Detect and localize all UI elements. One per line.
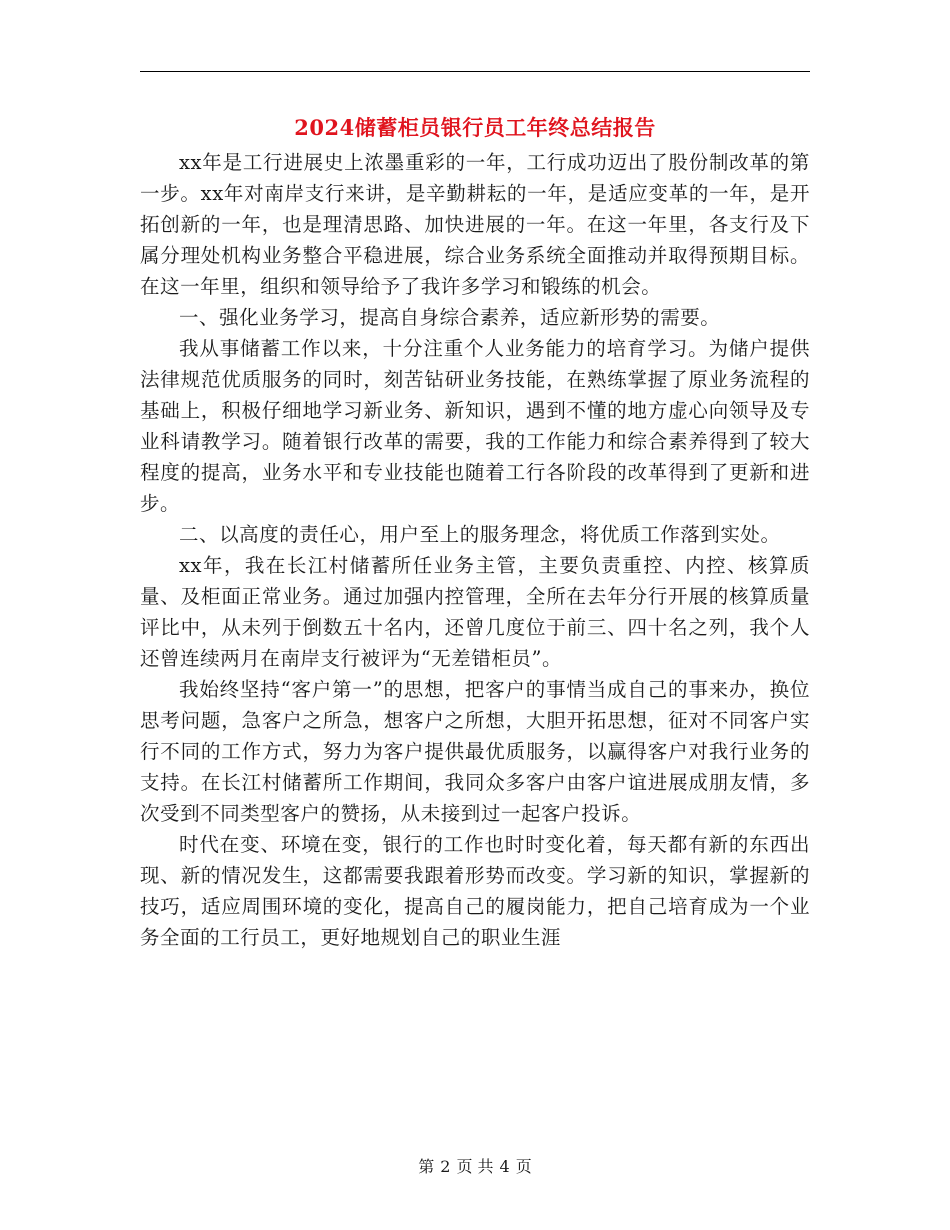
paragraph-study: 我从事储蓄工作以来，十分注重个人业务能力的培育学习。为储户提供法律规范优质服务的同时，刻苦钻研业务技能，在熟练掌握了原业务流程的基础上，积极仔细地学习新业务、新知识，遇到不懂的地方虚心向领导及专业科请教学习。随着银行改革的需要，我的工作能力和综合素养得到了较大程度的提高，业务水平和专业技能也随着工行各阶段的改革得到了更新和进步。 [140,337,810,515]
section-heading-1: 一、强化业务学习，提高自身综合素养，适应新形势的需要。 [179,306,721,329]
paragraph-supervisor: xx年，我在长江村储蓄所任业务主管，主要负责重控、内控、核算质量、及柜面正常业务。通过加强内控管理，全所在去年分行开展的核算质量评比中，从未列于倒数五十名内，还曾几度位于前三、四十名之列，我个人还曾连续两月在南岸支行被评为“无差错柜员”。 [140,554,810,670]
paragraph-change: 时代在变、环境在变，银行的工作也时时变化着，每天都有新的东西出现、新的情况发生，这都需要我跟着形势而改变。学习新的知识，掌握新的技巧，适应周围环境的变化，提高自己的履岗能力，把自己培育成为一个业务全面的工行员工，更好地规划自己的职业生涯 [140,833,810,949]
page-footer [0,1154,950,1177]
section-heading-2: 二、以高度的责任心，用户至上的服务理念，将优质工作落到实处。 [179,523,781,546]
header-rule [140,71,810,72]
document-body [140,147,810,953]
paragraph-intro: xx年是工行进展史上浓墨重彩的一年，工行成功迈出了股份制改革的第一步。xx年对南岸支行来讲，是辛勤耕耘的一年，是适应变革的一年，是开拓创新的一年，也是理清思路、加快进展的一年。在这一年里，各支行及下属分理处机构业务整合平稳进展，综合业务系统全面推动并取得预期目标。在这一年里，组织和领导给予了我许多学习和锻练的机会。 [140,151,810,298]
paragraph-customer-first: 我始终坚持“客户第一”的思想，把客户的事情当成自己的事来办，换位思考问题，急客户之所急，想客户之所想，大胆开拓思想，征对不同客户实行不同的工作方式，努力为客户提供最优质服务，以赢得客户对我行业务的支持。在长江村储蓄所工作期间，我同众多客户由客户谊进展成朋友情，多次受到不同类型客户的赞扬，从未接到过一起客户投诉。 [140,678,810,825]
footer-total-pages: 4 [499,1157,510,1176]
footer-suffix: 页 [515,1157,532,1176]
footer-prefix: 第 [418,1157,435,1176]
footer-middle: 页 共 [456,1157,494,1176]
footer-current-page: 2 [440,1157,451,1176]
document-title: 2024储蓄柜员银行员工年终总结报告 [294,115,656,140]
